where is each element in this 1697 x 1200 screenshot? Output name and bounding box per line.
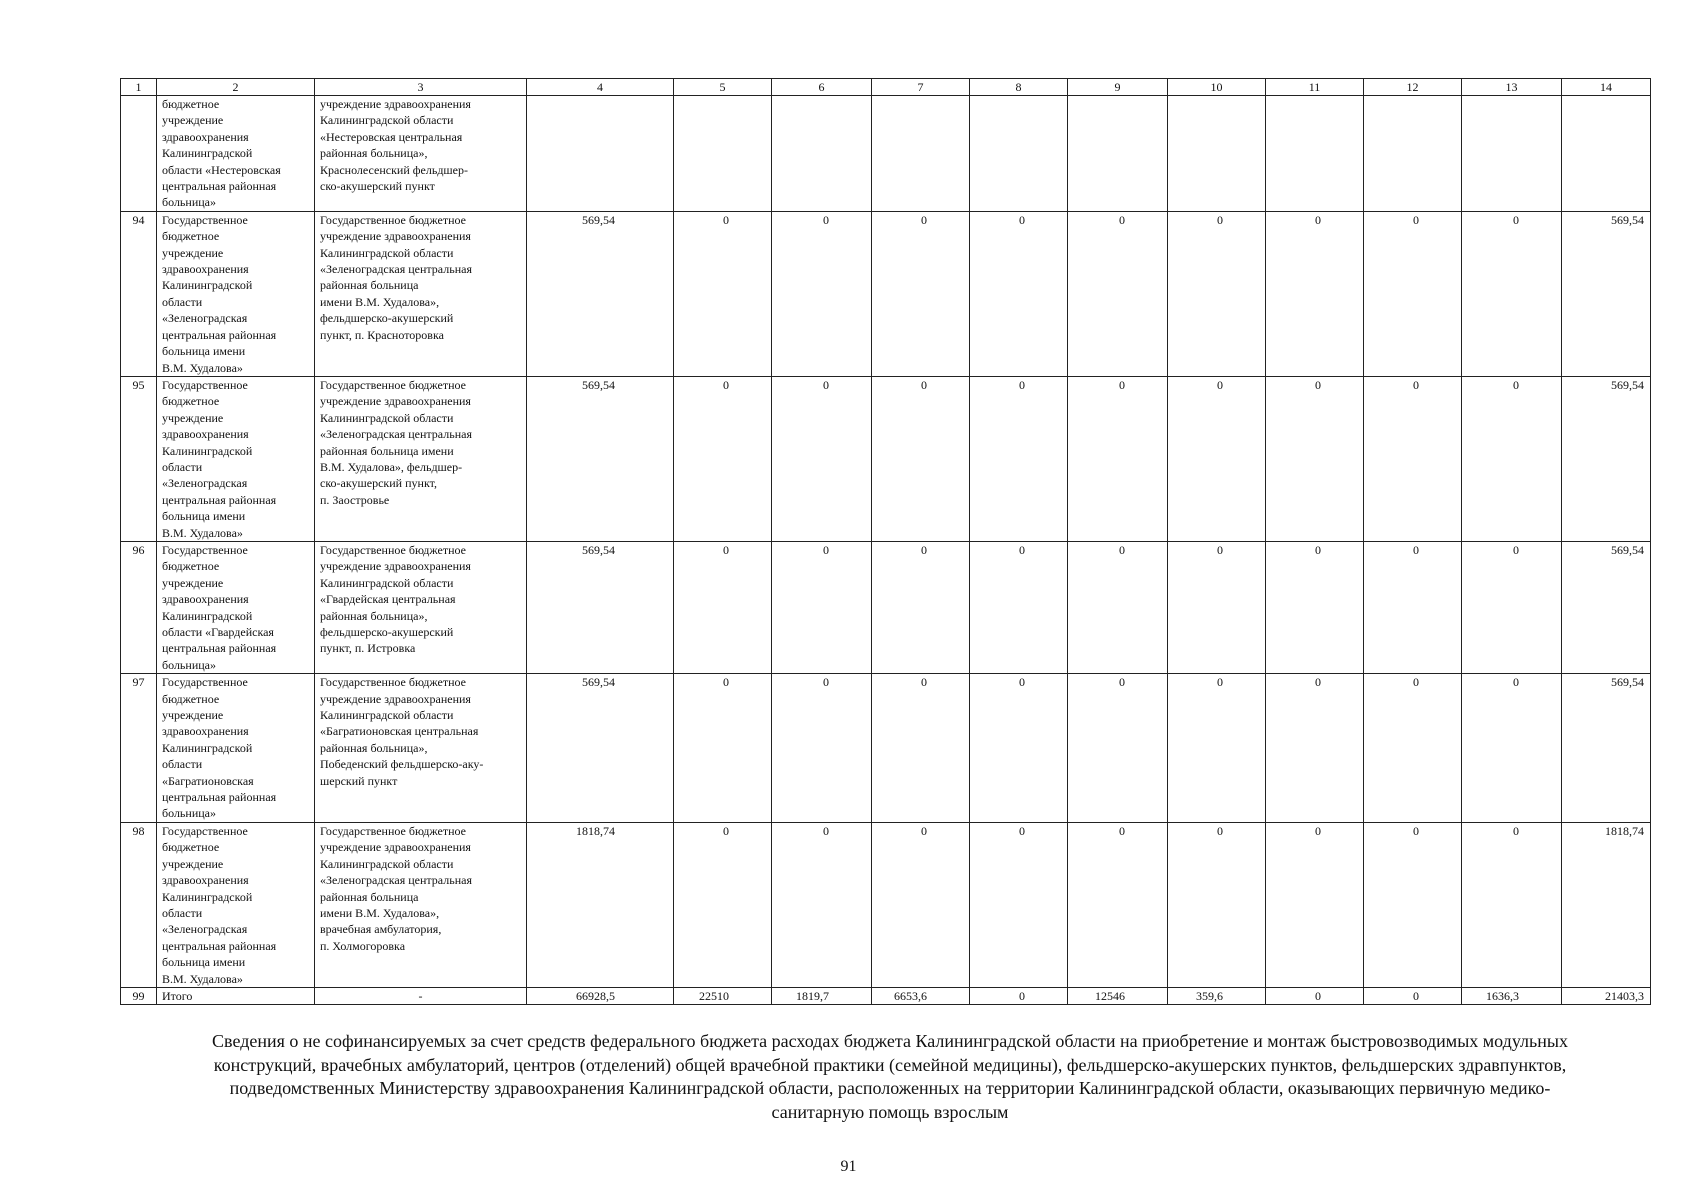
header-cell-12: 12 [1364,79,1462,96]
value-cell-col10: 0 [1168,211,1266,376]
value-cell-col9: 0 [1068,211,1168,376]
value-cell-col10 [1168,96,1266,212]
value-cell-col14: 569,54 [1562,376,1651,541]
row-number: 97 [121,674,157,823]
facility-cell: Государственное бюджетное учреждение здравоохранения Калининградской области «Зеленоградская центральная районная больница имени В.М. Худалова», фельдшерско-акушерский пункт, п. Красноторовка [315,211,527,376]
table-header [121,79,1651,96]
value-cell-col11 [1266,96,1364,212]
total-value-col14: 21403,3 [1562,987,1651,1004]
header-cell-2: 2 [157,79,315,96]
value-cell-col11: 0 [1266,674,1364,823]
total-value-col11: 0 [1266,987,1364,1004]
value-cell-col6: 0 [772,541,872,673]
value-cell-col7: 0 [872,674,970,823]
organization-cell: Государственное бюджетное учреждение здравоохранения Калининградской области «Гвардейская центральная районная больница» [157,541,315,673]
value-cell-col14: 569,54 [1562,211,1651,376]
table-row [121,541,1651,673]
value-cell-col4: 569,54 [527,674,674,823]
value-cell-col8: 0 [970,674,1068,823]
total-label: Итого [157,987,315,1004]
facility-cell: Государственное бюджетное учреждение здравоохранения Калининградской области «Зеленоградская центральная районная больница имени В.М. Худалова», врачебная амбулатория, п. Холмогоровка [315,822,527,987]
row-number: 98 [121,822,157,987]
total-row [121,987,1651,1004]
total-value-col6: 1819,7 [772,987,872,1004]
value-cell-col5: 0 [674,822,772,987]
table-row [121,211,1651,376]
funding-table [120,78,1651,1005]
header-cell-11: 11 [1266,79,1364,96]
value-cell-col7: 0 [872,211,970,376]
organization-cell: бюджетное учреждение здравоохранения Калининградской области «Нестеровская центральная районная больница» [157,96,315,212]
value-cell-col7 [872,96,970,212]
value-cell-col14: 569,54 [1562,541,1651,673]
value-cell-col9: 0 [1068,674,1168,823]
value-cell-col13: 0 [1462,211,1562,376]
value-cell-col13: 0 [1462,822,1562,987]
row-number: 96 [121,541,157,673]
value-cell-col9: 0 [1068,376,1168,541]
value-cell-col8: 0 [970,541,1068,673]
facility-cell: Государственное бюджетное учреждение здравоохранения Калининградской области «Гвардейская центральная районная больница», фельдшерско-акушерский пункт, п. Истровка [315,541,527,673]
table-row [121,674,1651,823]
value-cell-col8: 0 [970,376,1068,541]
total-row-number: 99 [121,987,157,1004]
header-cell-4: 4 [527,79,674,96]
value-cell-col12: 0 [1364,211,1462,376]
header-cell-13: 13 [1462,79,1562,96]
value-cell-col6: 0 [772,376,872,541]
header-cell-1: 1 [121,79,157,96]
value-cell-col14: 569,54 [1562,674,1651,823]
page-number: 91 [840,1158,857,1175]
total-dash: - [315,987,527,1004]
value-cell-col12: 0 [1364,376,1462,541]
header-cell-8: 8 [970,79,1068,96]
total-value-col13: 1636,3 [1462,987,1562,1004]
value-cell-col12 [1364,96,1462,212]
value-cell-col10: 0 [1168,822,1266,987]
value-cell-col11: 0 [1266,376,1364,541]
value-cell-col9: 0 [1068,541,1168,673]
total-value-col8: 0 [970,987,1068,1004]
value-cell-col4: 569,54 [527,376,674,541]
value-cell-col14: 1818,74 [1562,822,1651,987]
facility-cell: Государственное бюджетное учреждение здравоохранения Калининградской области «Зеленоградская центральная районная больница имени В.М. Худалова», фельдшер- ско-акушерский пункт, п. Заостровье [315,376,527,541]
row-number: 94 [121,211,157,376]
value-cell-col4 [527,96,674,212]
header-cell-5: 5 [674,79,772,96]
table-row [121,822,1651,987]
table-row [121,376,1651,541]
value-cell-col5: 0 [674,674,772,823]
value-cell-col6: 0 [772,822,872,987]
header-cell-6: 6 [772,79,872,96]
section-caption: Сведения о не софинансируемых за счет средств федерального бюджета расходах бюджета Калининградской области на приобретение и монтаж быстровозводимых модульных конструкций, врачебных амбулаторий, центров (отделений) общей врачебной практики (семейной медицины), фельдшерско-акушерских пунктов, фельдшерских здравпунктов, подведомственных Министерству здравоохранения Калининградской области, расположенных на территории Калининградской области, оказывающих первичную медико-санитарную помощь взрослым [212,1031,1568,1122]
value-cell-col5 [674,96,772,212]
total-value-col4: 66928,5 [527,987,674,1004]
value-cell-col12: 0 [1364,674,1462,823]
value-cell-col14 [1562,96,1651,212]
row-number [121,96,157,212]
row-number: 95 [121,376,157,541]
value-cell-col7: 0 [872,376,970,541]
value-cell-col5: 0 [674,541,772,673]
value-cell-col6: 0 [772,211,872,376]
value-cell-col7: 0 [872,822,970,987]
value-cell-col6 [772,96,872,212]
value-cell-col10: 0 [1168,541,1266,673]
value-cell-col10: 0 [1168,376,1266,541]
value-cell-col11: 0 [1266,211,1364,376]
value-cell-col4: 569,54 [527,541,674,673]
header-cell-3: 3 [315,79,527,96]
total-value-col5: 22510 [674,987,772,1004]
table-row [121,96,1651,212]
value-cell-col6: 0 [772,674,872,823]
header-cell-7: 7 [872,79,970,96]
value-cell-col7: 0 [872,541,970,673]
value-cell-col13: 0 [1462,674,1562,823]
value-cell-col4: 569,54 [527,211,674,376]
value-cell-col5: 0 [674,376,772,541]
value-cell-col12: 0 [1364,822,1462,987]
value-cell-col13 [1462,96,1562,212]
value-cell-col9 [1068,96,1168,212]
value-cell-col9: 0 [1068,822,1168,987]
organization-cell: Государственное бюджетное учреждение здравоохранения Калининградской области «Зеленоградская центральная районная больница имени В.М. Худалова» [157,376,315,541]
value-cell-col8: 0 [970,822,1068,987]
header-cell-14: 14 [1562,79,1651,96]
value-cell-col8 [970,96,1068,212]
facility-cell: Государственное бюджетное учреждение здравоохранения Калининградской области «Багратионовская центральная районная больница», Победенский фельдшерско-аку- шерский пункт [315,674,527,823]
organization-cell: Государственное бюджетное учреждение здравоохранения Калининградской области «Зеленоградская центральная районная больница имени В.М. Худалова» [157,822,315,987]
value-cell-col5: 0 [674,211,772,376]
value-cell-col11: 0 [1266,822,1364,987]
table-body [121,96,1651,1005]
organization-cell: Государственное бюджетное учреждение здравоохранения Калининградской области «Багратионовская центральная районная больница» [157,674,315,823]
total-value-col7: 6653,6 [872,987,970,1004]
header-cell-10: 10 [1168,79,1266,96]
value-cell-col11: 0 [1266,541,1364,673]
value-cell-col10: 0 [1168,674,1266,823]
value-cell-col12: 0 [1364,541,1462,673]
total-value-col10: 359,6 [1168,987,1266,1004]
total-value-col12: 0 [1364,987,1462,1004]
facility-cell: учреждение здравоохранения Калининградской области «Нестеровская центральная районная больница», Краснолесенский фельдшер- ско-акушерский пункт [315,96,527,212]
total-value-col9: 12546 [1068,987,1168,1004]
organization-cell: Государственное бюджетное учреждение здравоохранения Калининградской области «Зеленоградская центральная районная больница имени В.М. Худалова» [157,211,315,376]
value-cell-col13: 0 [1462,541,1562,673]
header-cell-9: 9 [1068,79,1168,96]
value-cell-col8: 0 [970,211,1068,376]
value-cell-col13: 0 [1462,376,1562,541]
value-cell-col4: 1818,74 [527,822,674,987]
